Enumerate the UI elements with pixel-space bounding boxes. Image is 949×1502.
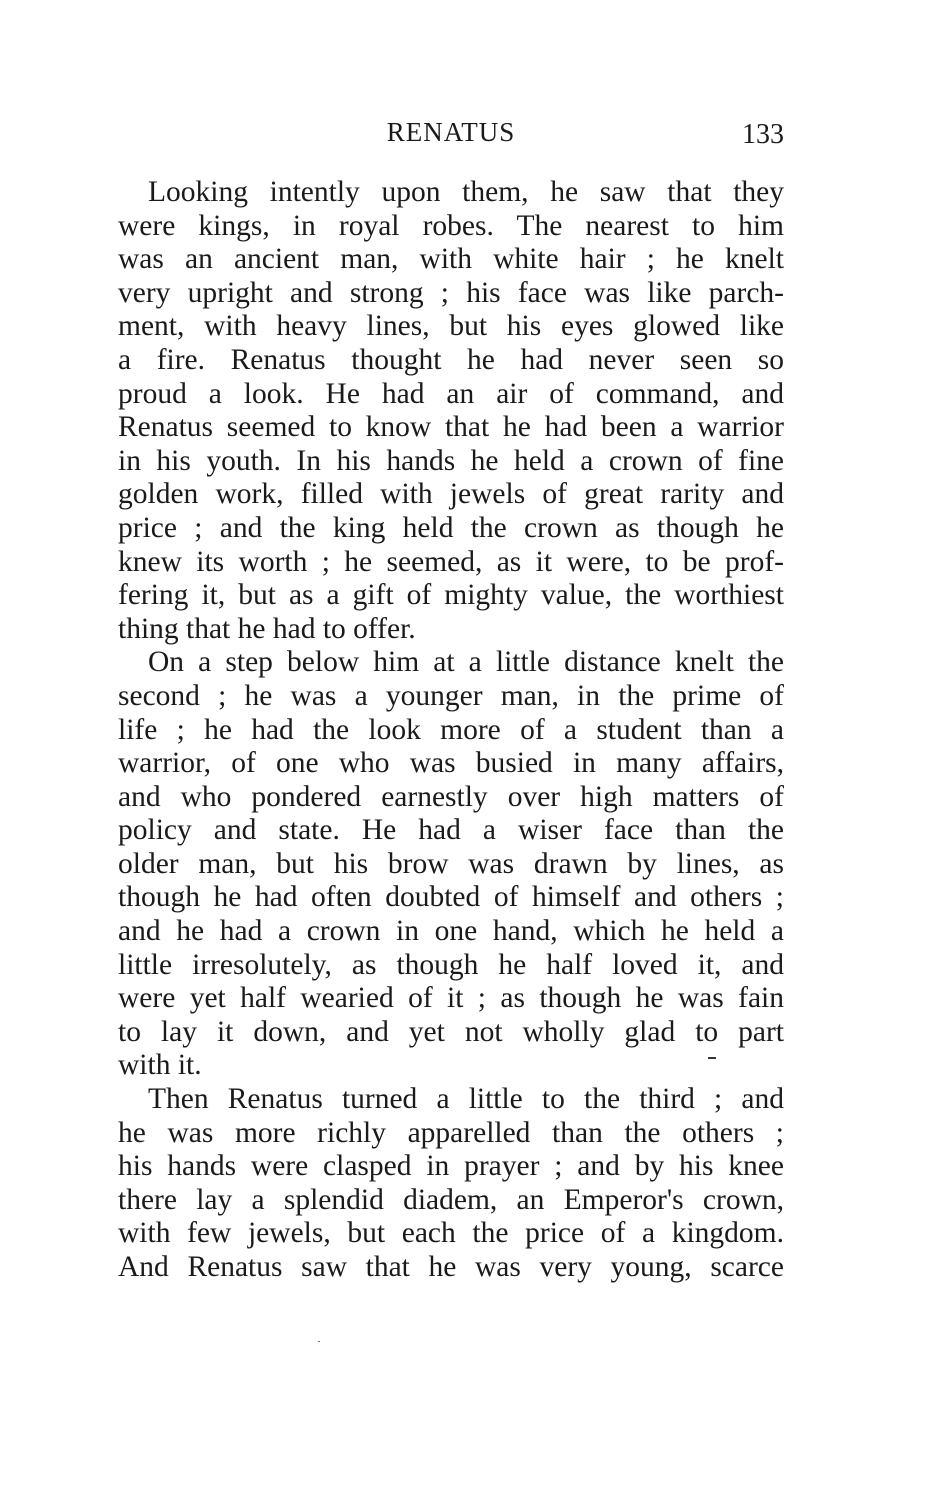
text-line: Then Renatus turned a little to the third ; and (148, 1083, 784, 1116)
paragraph-2 (118, 646, 784, 1083)
paragraph-3 (118, 1083, 784, 1285)
text-line: a fire. Renatus thought he had never seen so (118, 343, 784, 376)
text-line: he was more richly apparelled than the others ; (118, 1116, 784, 1149)
page-number: 133 (742, 119, 784, 150)
text-line: there lay a splendid diadem, an Emperor's crown, (118, 1183, 784, 1216)
text-line: Renatus seemed to know that he had been a warrior (118, 411, 784, 444)
print-speck-mark (708, 1057, 716, 1059)
text-line: ment, with heavy lines, but his eyes glowed like (118, 310, 784, 343)
text-line: proud a look. He had an air of command, and (118, 377, 784, 410)
text-line: fering it, but as a gift of mighty value, the worthiest (118, 579, 784, 612)
text-line: with it. (118, 1049, 202, 1082)
text-line: were kings, in royal robes. The nearest to him (118, 209, 784, 242)
text-line: second ; he was a younger man, in the prime of (118, 679, 784, 712)
body-text (118, 176, 784, 1285)
text-line: On a step below him at a little distance knelt the (148, 646, 784, 679)
text-line: and he had a crown in one hand, which he held a (118, 915, 784, 948)
text-line: his hands were clasped in prayer ; and by his knee (118, 1150, 784, 1183)
text-line: policy and state. He had a wiser face than the (118, 814, 784, 847)
text-line: thing that he had to offer. (118, 612, 416, 645)
text-line: was an ancient man, with white hair ; he knelt (118, 243, 784, 276)
text-line: knew its worth ; he seemed, as it were, to be prof- (118, 545, 784, 578)
text-line: very upright and strong ; his face was like parch- (118, 276, 784, 309)
running-title: RENATUS (386, 117, 516, 147)
text-line: to lay it down, and yet not wholly glad to part (118, 1015, 784, 1048)
text-line: little irresolutely, as though he half loved it, and (118, 948, 784, 981)
text-line: and who pondered earnestly over high matters of (118, 780, 784, 813)
text-line: though he had often doubted of himself and others ; (118, 881, 784, 914)
text-line: life ; he had the look more of a student than a (118, 713, 784, 746)
text-line: golden work, filled with jewels of great rarity and (118, 478, 784, 511)
text-line: And Renatus saw that he was very young, scarce (118, 1251, 784, 1283)
text-line: price ; and the king held the crown as though he (118, 511, 784, 544)
paragraph-1 (118, 176, 784, 646)
text-line: in his youth. In his hands he held a crown of fine (118, 444, 784, 477)
text-line: were yet half wearied of it ; as though he was fain (118, 982, 784, 1015)
text-line: older man, but his brow was drawn by lines, as (118, 847, 784, 880)
text-line: with few jewels, but each the price of a kingdom. (118, 1217, 784, 1250)
text-line: Looking intently upon them, he saw that they (148, 176, 784, 208)
text-line: warrior, of one who was busied in many affairs, (118, 747, 784, 780)
print-speck-dot (318, 1341, 320, 1342)
running-head (118, 117, 784, 153)
